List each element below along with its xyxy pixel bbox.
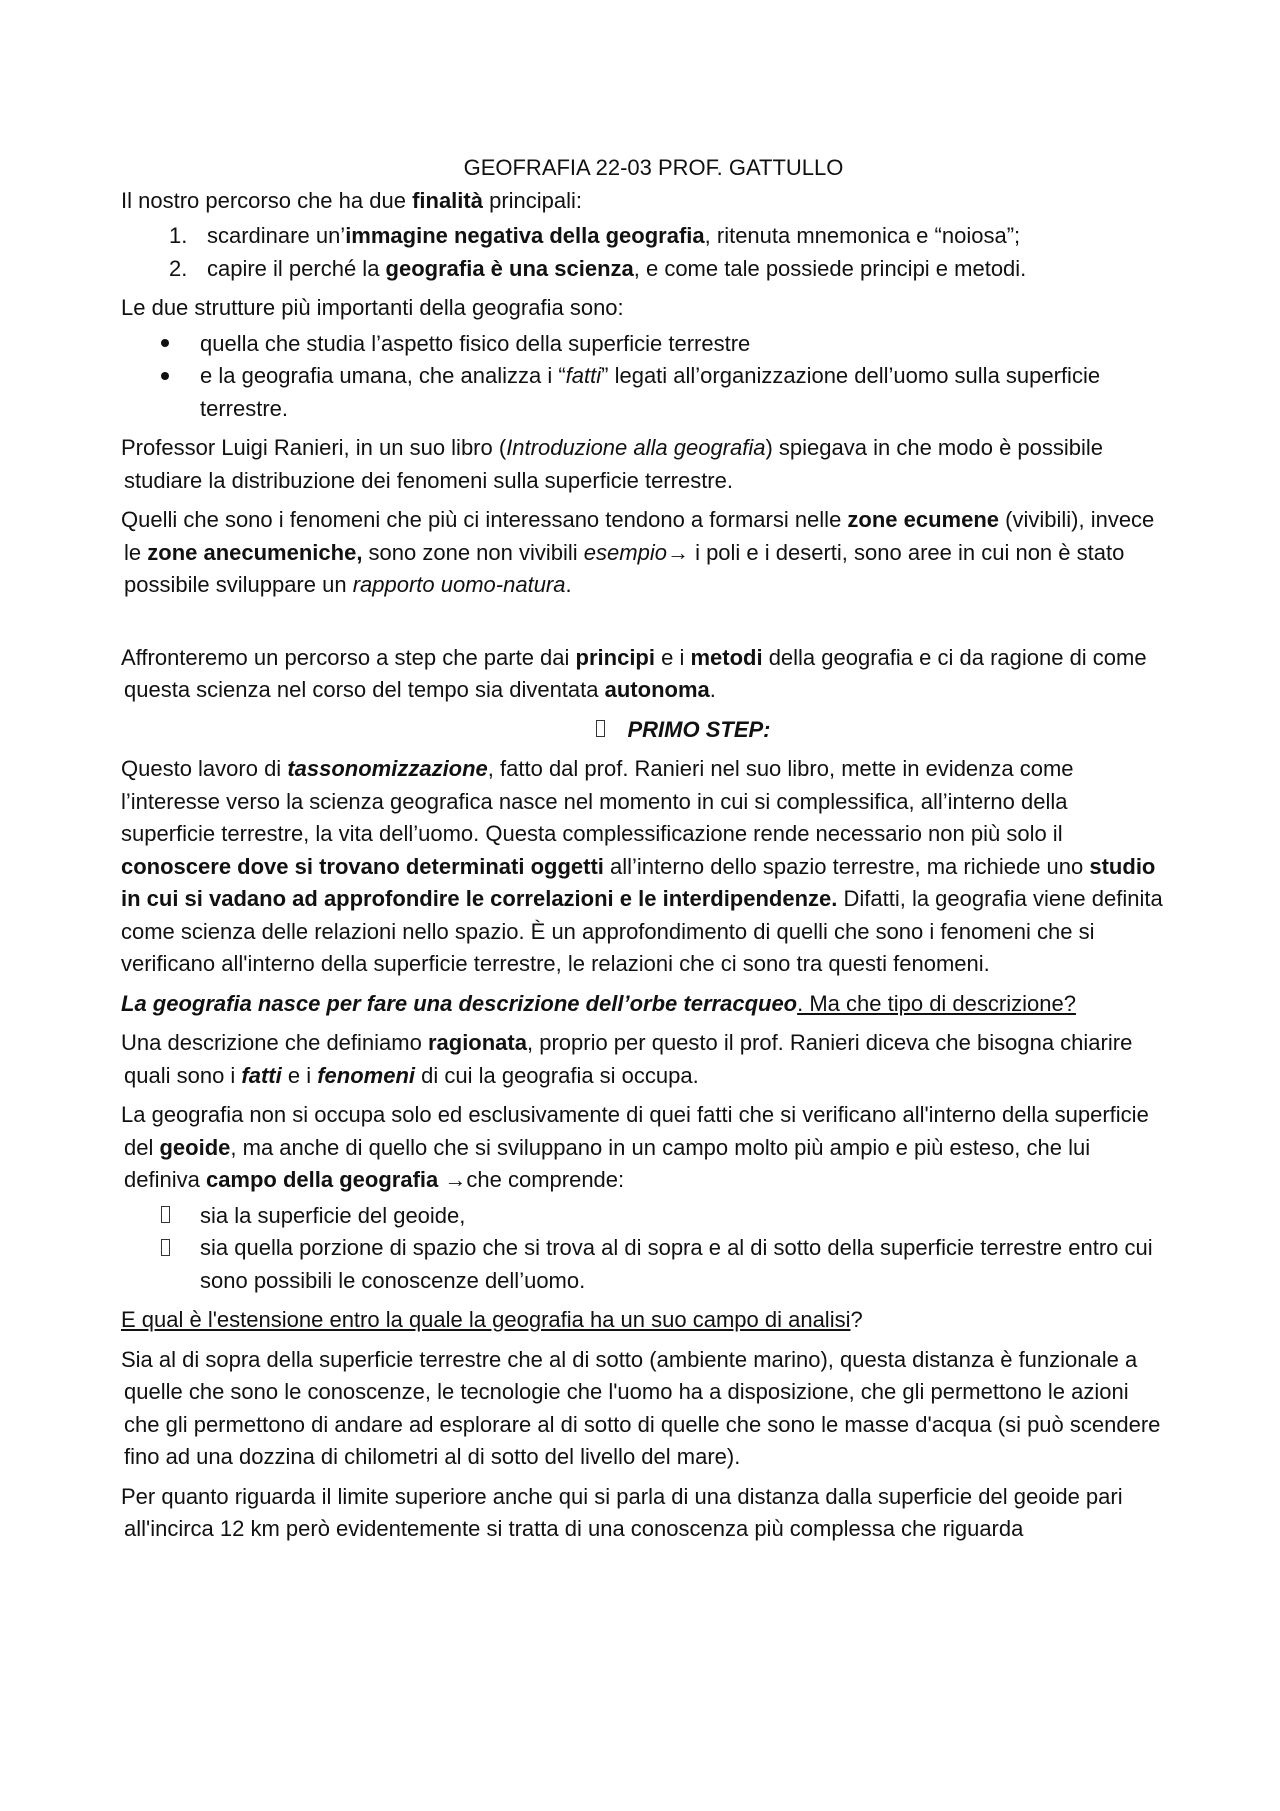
arrow-right-icon: → [666,539,689,565]
extension-paragraph: Sia al di sopra della superficie terrestre che al di sotto (ambiente marino), questa distanza è funzionale a quelle che sono le conoscenze, le tecnologie che l'uomo ha a disposizione, che gli permettono le azioni che gli permettono di andare ad esplorare al di sotto di quelle che sono le masse d'acqua (si può scendere fino ad una dozzina di chilometri al di sotto del livello del mare). [121,1346,1161,1469]
extension-question: E qual è l'estensione entro la quale la geografia ha un suo campo di analisi? [121,1307,863,1332]
missing-glyph-icon [161,1200,170,1233]
step-heading: PRIMO STEP: [121,714,1166,747]
list-item: e la geografia umana, che analizza i “fatti” legati all’organizzazione dell’uomo sulla superficie terrestre. [121,360,1166,425]
path-paragraph: Affronteremo un percorso a step che parte dai principi e i metodi della geografia e ci da ragione di come questa scienza nel corso del tempo sia diventata autonoma. [121,644,1147,702]
intro-paragraph: Il nostro percorso che ha due finalità principali: [121,187,583,213]
list-item: sia la superficie del geoide, [121,1200,1166,1233]
structures-intro: Le due strutture più importanti della geografia sono: [121,295,624,320]
structures-list [121,328,1166,426]
list-item: quella che studia l’aspetto fisico della superficie terrestre [121,328,1166,361]
document-title: GEOFRAFIA 22-03 PROF. GATTULLO [463,155,844,180]
bullet-icon [161,360,169,393]
field-paragraph: La geografia non si occupa solo ed esclusivamente di quei fatti che si verificano all'interno della superficie del geoide, ma anche di quello che si sviluppano in un campo molto più ampio e più esteso, che lui definiva campo della geografia →che comprende: [121,1102,1149,1192]
field-list [121,1200,1166,1298]
reasoned-paragraph: Una descrizione che definiamo ragionata, proprio per questo il prof. Ranieri diceva che bisogna chiarire quali sono i fatti e i fenomeni di cui la geografia si occupa. [121,1030,1133,1088]
document-page [121,152,1166,1546]
arrow-right-icon: → [444,1167,467,1192]
list-item: 1. scardinare un’immagine negativa della geografia, ritenuta mnemonica e “noiosa”; [169,223,1021,248]
missing-glyph-icon [161,1232,170,1265]
goals-list [121,220,1166,285]
list-item: 2. capire il perché la geografia è una scienza, e come tale possiede principi e metodi. [169,255,1027,281]
upper-limit-paragraph: Per quanto riguarda il limite superiore anche qui si parla di una distanza dalla superficie del geoide pari all'incirca 12 km però evidentemente si tratta di una conoscenza più complessa che riguarda [121,1483,1123,1541]
ranieri-paragraph: Professor Luigi Ranieri, in un suo libro (Introduzione alla geografia) spiegava in che modo è possibile studiare la distribuzione dei fenomeni sulla superficie terrestre. [121,435,1104,493]
list-item: sia quella porzione di spazio che si trova al di sopra e al di sotto della superficie terrestre entro cui sono possibili le conoscenze dell’uomo. [121,1232,1166,1297]
zones-paragraph: Quelli che sono i fenomeni che più ci interessano tendono a formarsi nelle zone ecumene (vivibili), invece le zone anecumeniche, sono zone non vivibili esempio→ i poli e i deserti, sono aree in cui non è stato possibile sviluppare un rapporto uomo-natura. [121,507,1155,597]
taxonomy-paragraph: Questo lavoro di tassonomizzazione, fatto dal prof. Ranieri nel suo libro, mette in evidenza come l’interesse verso la scienza geografica nasce nel momento in cui si complessifica, all’interno della superficie terrestre, la vita dell’uomo. Questa complessificazione rende necessario non più solo il conoscere dove si trovano determinati oggetti all’interno dello spazio terrestre, ma richiede uno studio in cui si vadano ad approfondire le correlazioni e le interdipendenze. Difatti, la geografia viene definita come scienza delle relazioni nello spazio. È un approfondimento di quelli che sono i fenomeni che si verificano all'interno della superficie terrestre, le relazioni che ci sono tra questi fenomeni. [121,756,1163,976]
missing-glyph-icon [596,720,605,737]
description-question: La geografia nasce per fare una descrizione dell’orbe terracqueo. Ma che tipo di descrizione? [121,990,1076,1016]
bullet-icon [161,328,169,361]
